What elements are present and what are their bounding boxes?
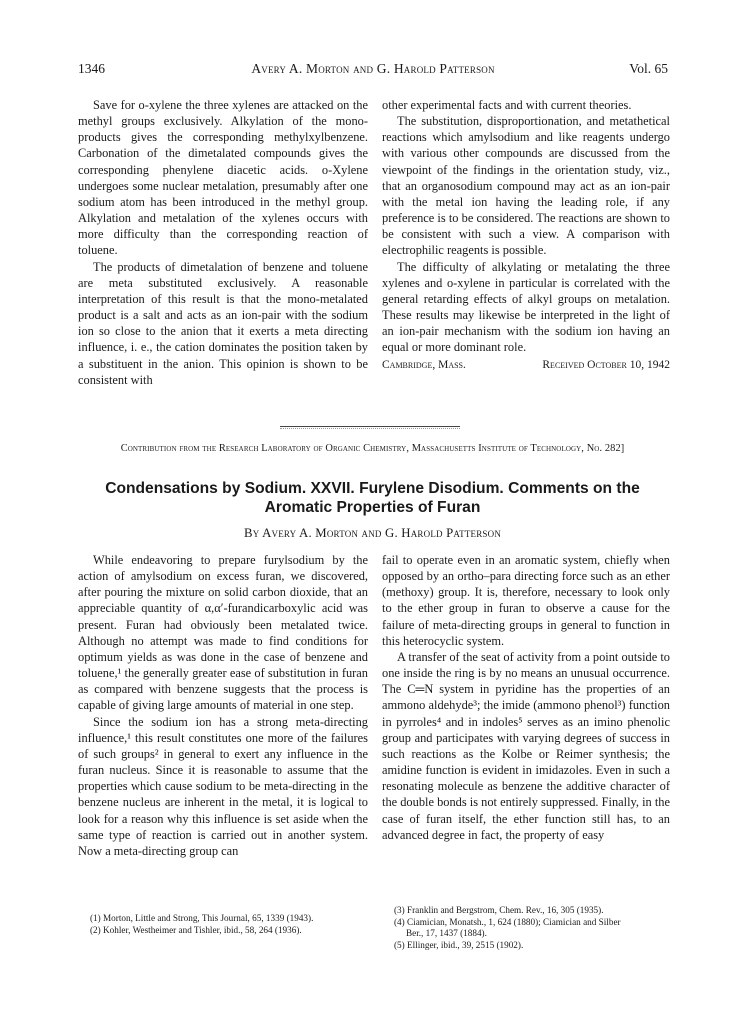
paragraph: The products of dimetalation of benzene and toluene are meta substituted exclusively. A reasonable interpretation of this result is that the mono-metalated product is a salt and acts as an ion-pair with the sodium ion so close to the anion that it exerts a meta directing influence, i. e., the cation dominates the position taken by a substituent in the anion. This opinion is shown to be consistent with xyxy=(78,259,368,387)
body-left-column xyxy=(78,552,368,859)
section-divider xyxy=(280,426,460,427)
article-title-line: Condensations by Sodium. XXVII. Furylene Disodium. Comments on the xyxy=(105,480,640,497)
article-title-line: Aromatic Properties of Furan xyxy=(264,499,481,516)
footnotes-left xyxy=(90,913,370,936)
paragraph: The difficulty of alkylating or metalating the three xylenes and o-xylene in particular is correlated with the general retarding effects of alkyl groups on metalation. These results may likewise be interpreted in the light of an ion-pair mechanism with the sodium ion having an equal or more dominant role. xyxy=(382,259,670,355)
footnote: (1) Morton, Little and Strong, This Journal, 65, 1339 (1943). xyxy=(90,913,314,923)
volume-label: Vol. 65 xyxy=(629,61,668,76)
paragraph: Save for o-xylene the three xylenes are attacked on the methyl groups exclusively. Alkylation of the mono-products gives the corresponding methylxylbenzene. Carbonation of the dimetalated compounds gives the corresponding phenylene diacetic acids. o-Xylene undergoes some nuclear metalation, presumably after one sodium atom has been introduced in the methyl group. Alkylation and metalation of the xylenes occurs with more difficulty than the corresponding reaction of toluene. xyxy=(78,98,368,258)
paragraph: The substitution, disproportionation, and metathetical reactions which amylsodium and like reagents undergo with various other compounds are discussed from the viewpoint of the findings in the orientation study, viz., that an organosodium compound may act as an ion-pair with the metal ion having the leading role, if any preference is to be considered. The reactions are shown to be consistent with such a view. A comparison with electrophilic reagents is possible. xyxy=(382,114,670,258)
running-head-authors: Avery A. Morton and G. Harold Patterson xyxy=(251,61,495,76)
paragraph: A transfer of the seat of activity from a point outside to one inside the ring is by no means an unusual occurrence. The C═N system in pyridine has the properties of an ammono aldehyde³; the imide (ammono phenol³) function in pyrroles⁴ and in indoles⁵ serves as an imino phenolic group and participates with varying degrees of success in such reactions as the Kolbe or Reimer synthesis; the amidine function is evident in imidazoles. Even in such a resonating molecule as benzene the additive character of the double bonds is not entirely suppressed. Finally, in the case of furan itself, the ether function still has, to an advanced degree in fact, the property of easy xyxy=(382,649,670,842)
summary-left-column xyxy=(78,97,368,388)
paragraph: fail to operate even in an aromatic system, chiefly when opposed by an ortho–para directing force such as an ether (methoxy) group. It is, therefore, necessary to look only to the ether group in furan to observe a cause for the failure of meta-directing groups in general to function in this heterocyclic system. xyxy=(382,553,670,648)
section-divider-dotted xyxy=(280,428,460,429)
byline: By Avery A. Morton and G. Harold Patterson xyxy=(243,526,502,540)
footnotes-right xyxy=(394,905,672,951)
running-head xyxy=(78,60,668,78)
page-number: 1346 xyxy=(78,61,105,76)
footnote: (5) Ellinger, ibid., 39, 2515 (1902). xyxy=(394,939,524,950)
paragraph: Since the sodium ion has a strong meta-directing influence,¹ this result constitutes one more of the failures of such groups² in general to exert any influence in the furan nucleus. Since it is reasonable to assume that the properties which cause sodium to be meta-directing in the benzene nucleus are inherent in the metal, it is logical to look for a reason why this influence is set aside when the same type of reaction is carried out in another system. Now a meta-directing group can xyxy=(78,714,368,858)
footnote-continuation: Ber., 17, 1437 (1884). xyxy=(406,928,487,938)
footnote: (4) Ciamician, Monatsh., 1, 624 (1880); Ciamician and Silber xyxy=(394,916,621,927)
body-right-column xyxy=(382,552,670,843)
paragraph: While endeavoring to prepare furylsodium by the action of amylsodium on excess furan, we discovered, after pouring the mixture on solid carbon dioxide, that an appreciable quantity of α,α′-furandicarboxylic acid was present. Furan had obviously been metalated twice. Although no attempt was made to find conditions for optimum yields as was done in the case of benzene and toluene,¹ the generally greater ease of substitution in furan as compared with benzene suggests that the process is capable of giving large amounts of material in one step. xyxy=(78,553,368,713)
signature-line xyxy=(382,357,670,373)
footnote: (2) Kohler, Westheimer and Tishler, ibid., 58, 264 (1936). xyxy=(90,924,302,935)
article-title xyxy=(70,479,675,517)
summary-right-column xyxy=(382,97,670,373)
paragraph: other experimental facts and with current theories. xyxy=(382,98,632,112)
footnote: (3) Franklin and Bergstrom, Chem. Rev., 16, 305 (1935). xyxy=(394,905,604,915)
contribution-note: Contribution from the Research Laboratory of Organic Chemistry, Massachusetts Institute of Technology, No. 282] xyxy=(120,443,625,454)
received-date: Received October 10, 1942 xyxy=(542,358,670,371)
signature-place: Cambridge, Mass. xyxy=(382,358,466,371)
